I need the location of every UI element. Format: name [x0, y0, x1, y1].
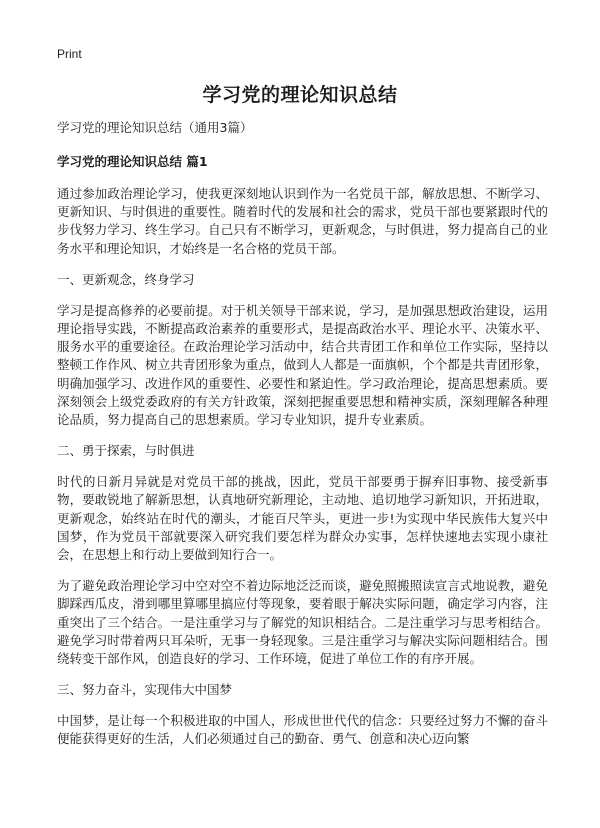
section-heading: 一、更新观念，终身学习: [57, 271, 195, 287]
page-title: 学习党的理论知识总结: [202, 84, 398, 106]
paragraph: 通过参加政治理论学习，使我更深刻地认识到作为一名党员干部，解放思想、不断学习、更新知识、与时俱进的重要性。随着时代的发展和社会的需求，党员干部也要紧跟时代的步伐努力学习、终生学习。自己只有不断学习，更新观念，与时俱进，努力提高自己的业务水平和理论知识，才始终是一名合格的党员干部。: [57, 186, 548, 256]
print-link[interactable]: Print: [57, 47, 82, 61]
paragraph: 学习是提高修养的必要前提。对于机关领导干部来说，学习，是加强思想政治建设，运用理论指导实践，不断提高政治素养的重要形式，是提高政治水平、理论水平、决策水平、服务水平的重要途径。在政治理论学习活动中，结合共青团工作和单位工作实际，坚持以整顿工作作风、树立共青团形象为重点，做到人人都是一面旗帜，个个都是共青团形象，明确加强学习、改进作风的重要性、必要性和紧迫性。学习政治理论，提高思想素质。要深刻领会上级党委政府的有关方针政策，深刻把握重要思想和精神实质，深刻理解各种理论品质，努力提高自己的思想素质。学习专业知识，提升专业素质。: [57, 302, 548, 428]
document-body: [57, 119, 548, 762]
section-heading: 三、努力奋斗，实现伟大中国梦: [57, 682, 233, 698]
paragraph: 中国梦，是让每一个积极进取的中国人，形成世世代代的信念：只要经过努力不懈的奋斗便能获得更好的生活，人们必须通过自己的勤奋、勇气、创意和决心迈向繁: [57, 713, 548, 747]
paragraph: 为了避免政治理论学习中空对空不着边际地泛泛而谈，避免照搬照读宣言式地说教，避免脚踩西瓜皮，滑到哪里算哪里搞应付等现象，要着眼于解决实际问题，确定学习内容，注重突出了三个结合。一是注重学习与了解党的知识相结合。二是注重学习与思考相结合。避免学习时带着两只耳朵听，无事一身轻现象。三是注重学习与解决实际问题相结合。围绕转变干部作风，创造良好的学习、工作环境，促进了单位工作的有序开展。: [57, 578, 548, 667]
section-title: 学习党的理论知识总结 篇1: [57, 154, 208, 169]
paragraph: 时代的日新月异就是对党员干部的挑战，因此，党员干部要勇于摒弃旧事物、接受新事物，要敢锐地了解新思想，认真地研究新理论，主动地、追切地学习新知识，开拓进取，更新观念，始终站在时代的潮头，才能百尺竿头，更进一步!为实现中华民族伟大复兴中国梦，作为党员干部就要深入研究我们要怎样为群众办实事，怎样快速地去实现小康社会，在思想上和行动上要做到知行合一。: [57, 474, 548, 563]
section-heading: 二、勇于探索，与时俱进: [57, 443, 195, 459]
document-subtitle: 学习党的理论知识总结（通用3篇）: [57, 120, 253, 135]
